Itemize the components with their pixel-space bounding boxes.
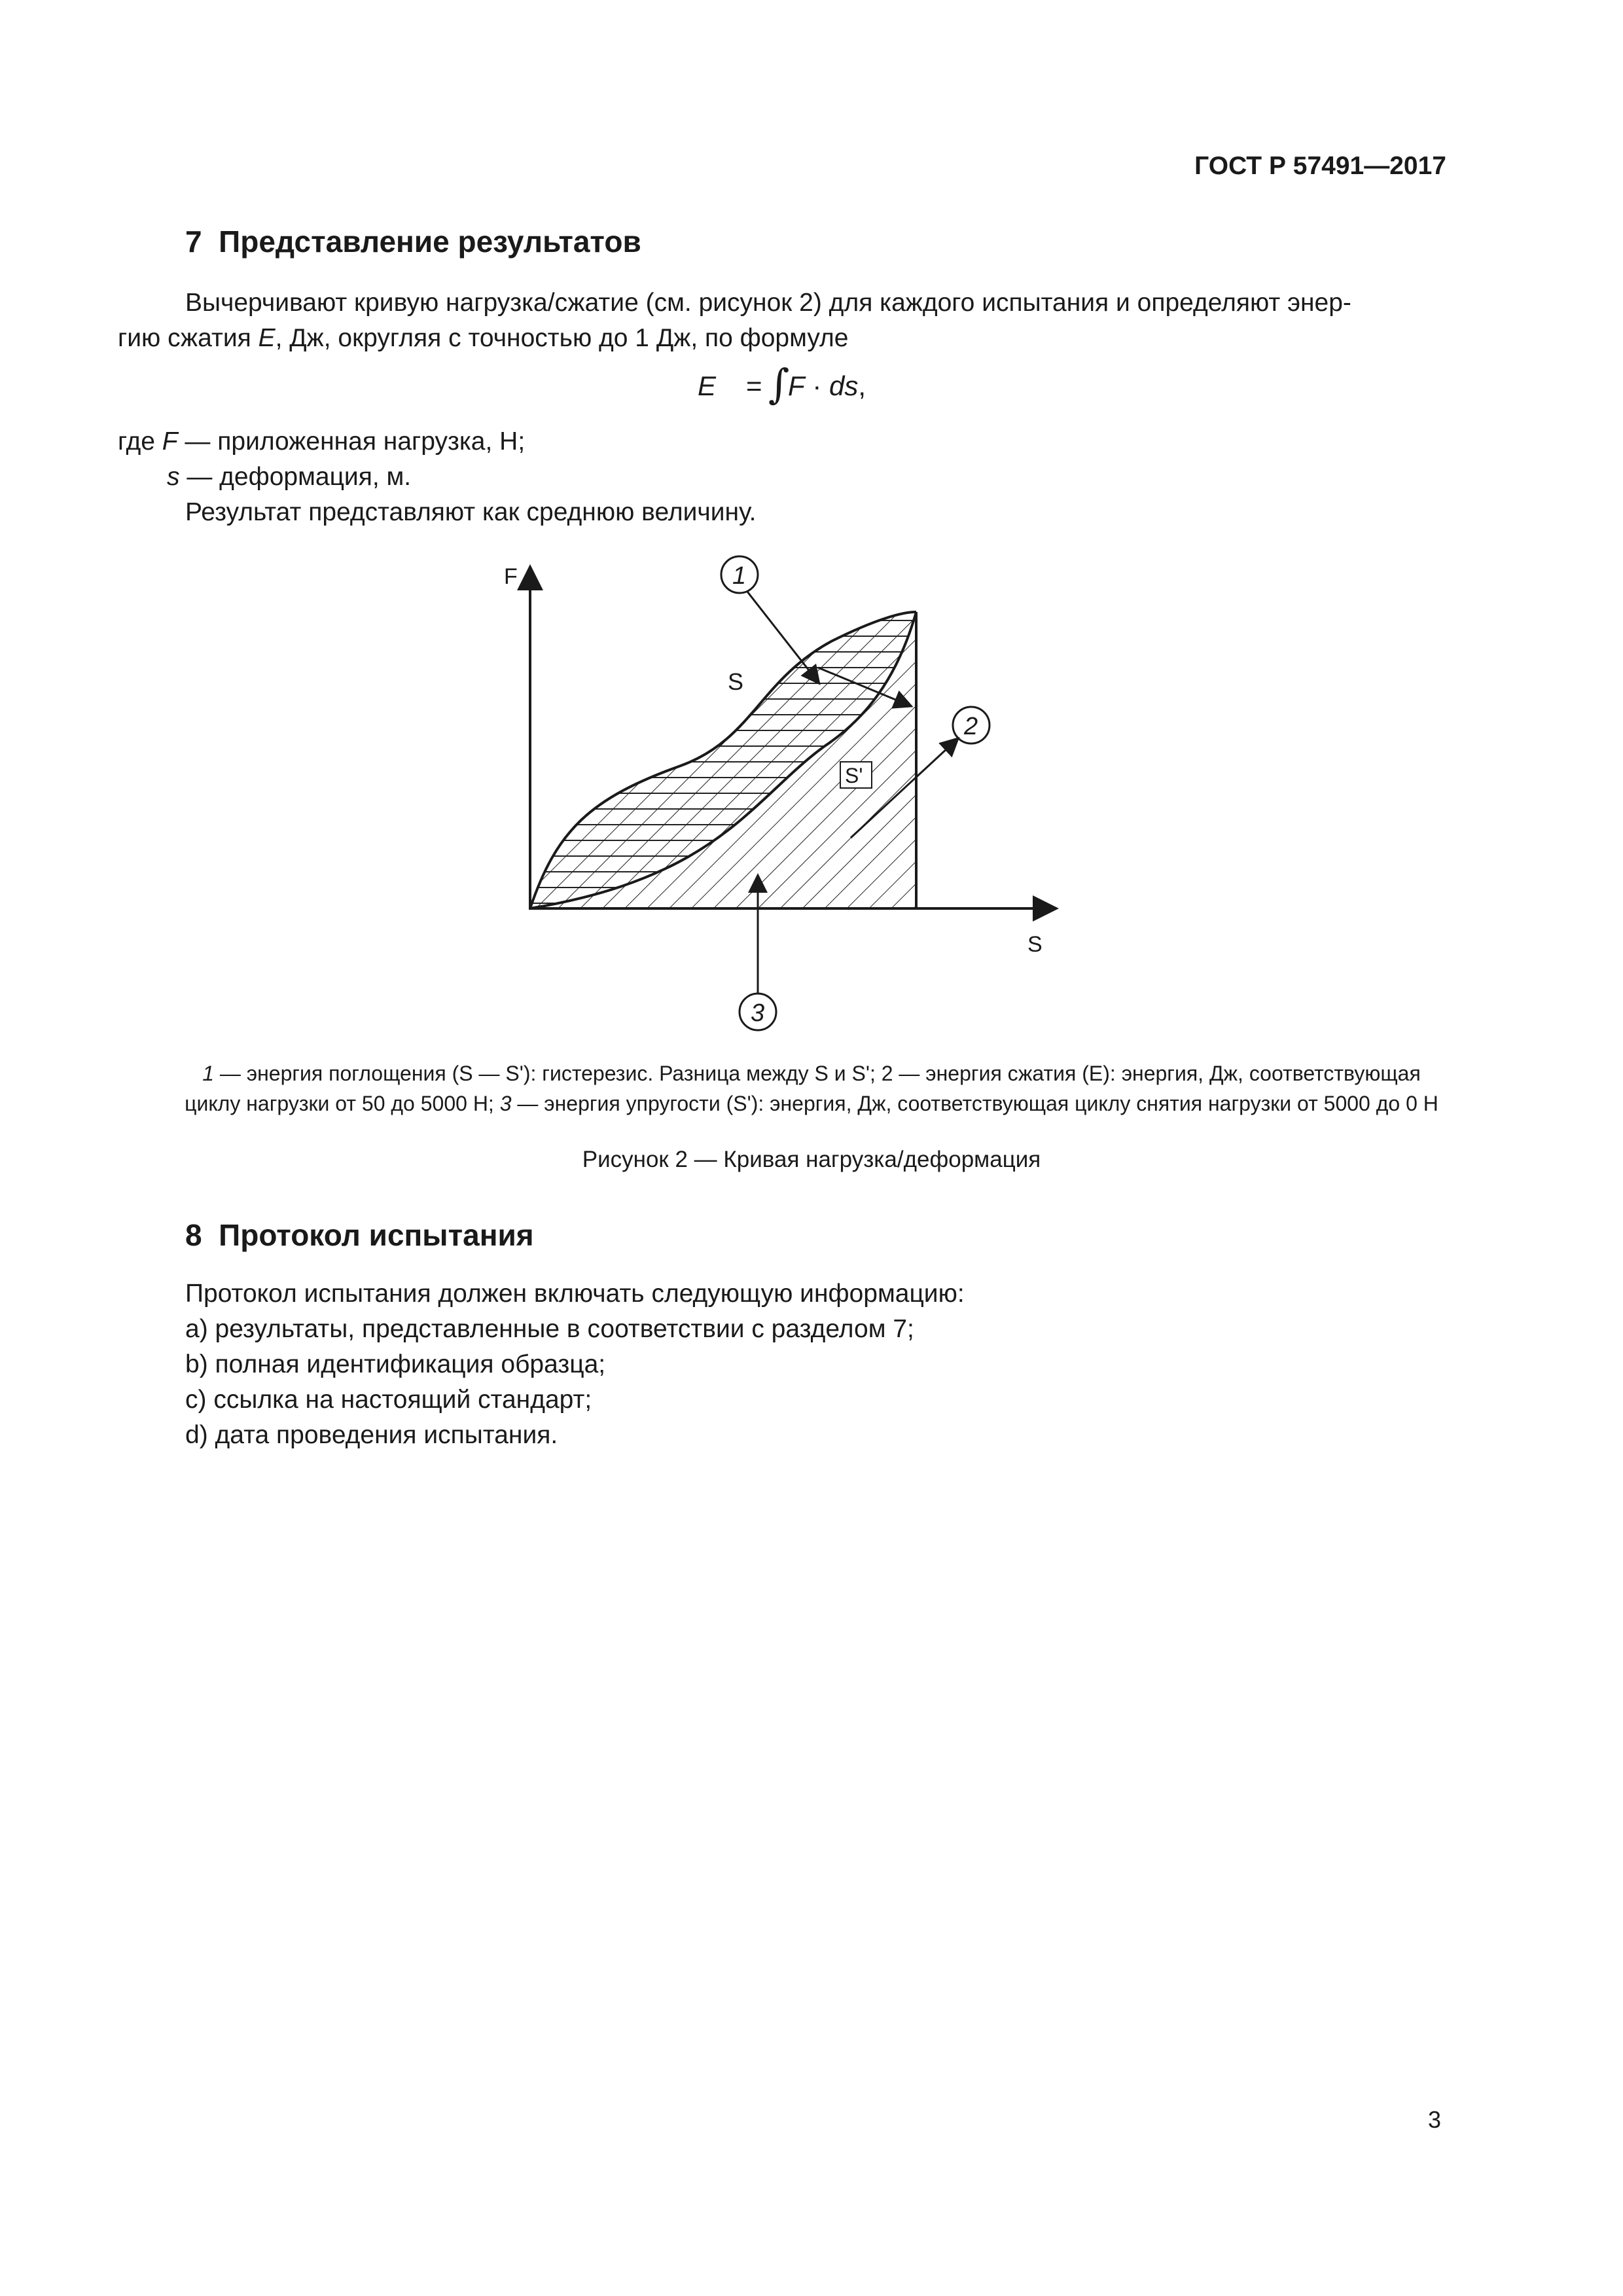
section-7-paragraph-line1: Вычерчивают кривую нагрузка/сжатие (см. рисунок 2) для каждого испытания и определяют энер- bbox=[185, 289, 1351, 317]
list-item-b: b) полная идентификация образца; bbox=[185, 1350, 606, 1378]
callout-1-label: 1 bbox=[732, 562, 747, 590]
list-item-d: d) дата проведения испытания. bbox=[185, 1421, 558, 1449]
standard-number: ГОСТ Р 57491—2017 bbox=[1194, 152, 1446, 180]
figure-legend-line2: циклу нагрузки от 50 до 5000 Н; 3 — энергия упругости (S'): энергия, Дж, соответствующая циклу снятия нагрузки от 5000 до 0 Н bbox=[185, 1092, 1438, 1115]
page-number: 3 bbox=[1427, 2106, 1441, 2133]
list-item-c: c) ссылка на настоящий стандарт; bbox=[185, 1386, 592, 1414]
figure-legend-line1: 1 — энергия поглощения (S — S'): гистерезис. Разница между S и S'; 2 — энергия сжатия (E): энергия, Дж, соответствующая bbox=[202, 1062, 1421, 1085]
section-8-heading bbox=[185, 1217, 534, 1253]
x-axis-label: S bbox=[1027, 932, 1043, 957]
callout-3-label: 3 bbox=[751, 999, 765, 1027]
callout-1-arrow bbox=[747, 592, 818, 682]
section-8-title: Протокол испытания bbox=[219, 1218, 534, 1252]
section-8-intro: Протокол испытания должен включать следующую информацию: bbox=[185, 1280, 965, 1308]
where-line-s: s — деформация, м. bbox=[167, 463, 412, 491]
section-7-result-line: Результат представляют как среднюю величину. bbox=[185, 498, 757, 526]
figure-title: Рисунок 2 — Кривая нагрузка/деформация bbox=[582, 1147, 1041, 1172]
section-8-number: 8 bbox=[185, 1218, 202, 1252]
section-7-title: Представление результатов bbox=[219, 224, 641, 259]
y-axis-label: F bbox=[504, 564, 518, 589]
curve-label-S-prime: S' bbox=[845, 764, 863, 787]
section-7-number: 7 bbox=[185, 224, 202, 259]
section-7-paragraph-line2: гию сжатия E, Дж, округляя с точностью до 1 Дж, по формуле bbox=[118, 324, 849, 352]
integral-sign: ∫ bbox=[768, 360, 790, 408]
formula-lhs: E bbox=[698, 370, 717, 401]
formula-equals: = bbox=[746, 370, 762, 401]
formula-rhs: F · ds, bbox=[788, 370, 866, 401]
list-item-a: a) результаты, представленные в соответствии с разделом 7; bbox=[185, 1315, 914, 1343]
where-line-F: где F — приложенная нагрузка, Н; bbox=[118, 427, 526, 456]
compression-energy-area bbox=[530, 612, 916, 908]
callout-2-label: 2 bbox=[964, 713, 978, 740]
curve-label-S: S bbox=[728, 668, 744, 695]
